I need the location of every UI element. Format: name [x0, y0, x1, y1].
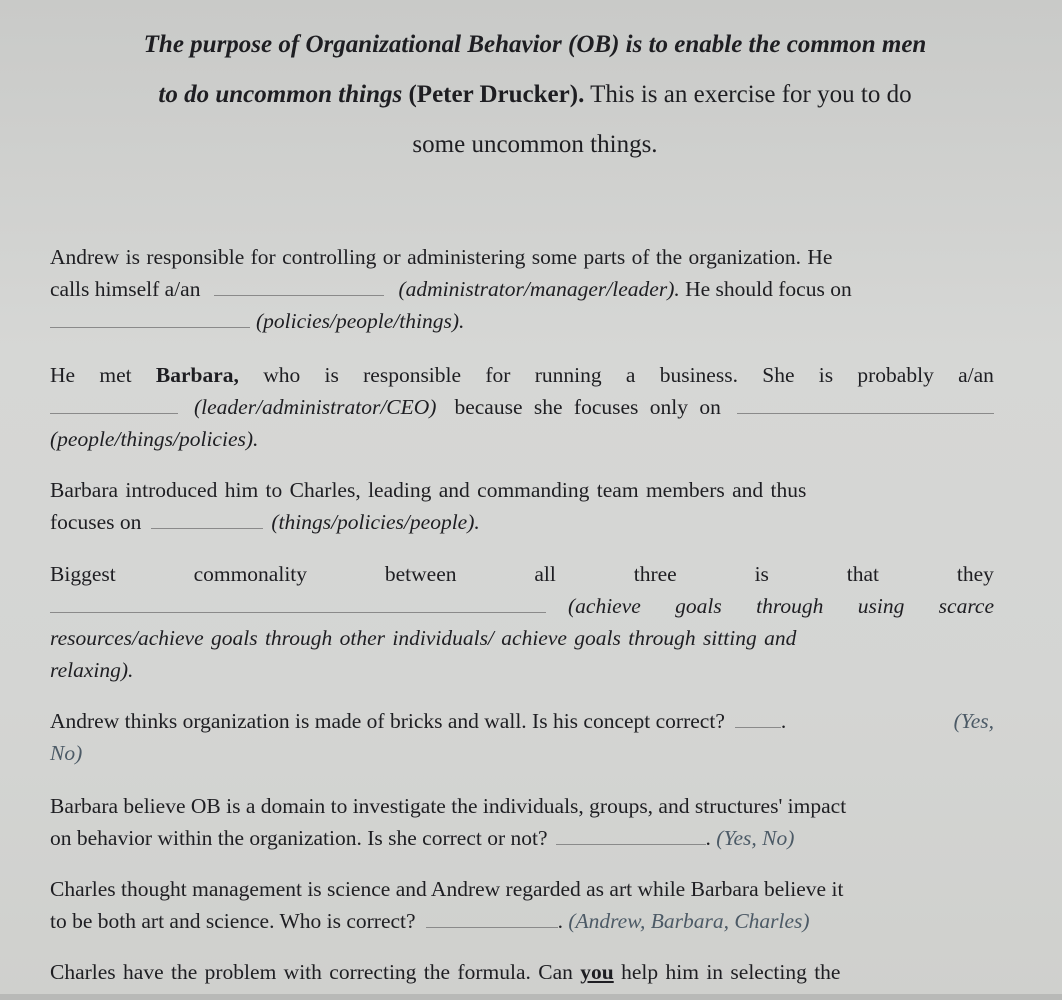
p2-word: met — [99, 363, 132, 387]
answer-blank-focus[interactable] — [50, 307, 250, 328]
question-andrew-role — [50, 241, 994, 337]
answer-blank-ob-domain[interactable] — [556, 824, 706, 845]
p2-word-barbara: Barbara, — [155, 363, 239, 387]
p1-line-2-start: calls himself a/an — [50, 277, 201, 301]
p8-line-1-end: help him in selecting the — [613, 960, 841, 984]
p3-line-1 — [50, 474, 994, 506]
p2-word: probably — [857, 363, 934, 387]
heading-line-1: The purpose of Organizational Behavior (OB) is to enable the common men — [143, 31, 927, 58]
p8-line-1 — [50, 956, 994, 988]
p1-line-3 — [50, 305, 994, 337]
p2-word: running — [534, 363, 602, 387]
p2-word: is — [324, 363, 339, 387]
p6-line-1 — [50, 790, 994, 822]
answer-blank-role[interactable] — [214, 275, 384, 296]
p6-line-2 — [50, 822, 994, 854]
p5-line-1 — [50, 705, 994, 737]
answer-blank-barbara-role[interactable] — [50, 393, 178, 414]
question-charles-focus — [50, 474, 994, 538]
p4-options-line-2: resources/achieve goals through other individuals/ achieve goals through sitting and — [50, 626, 797, 650]
p7-dot: . — [557, 909, 563, 933]
p7-line-2 — [50, 905, 994, 937]
p4-line-1 — [50, 558, 994, 590]
p2-word: is — [818, 363, 834, 387]
answer-blank-art-science[interactable] — [426, 907, 558, 928]
p4-word: commonality — [193, 562, 308, 586]
p5-options-end: No) — [50, 741, 83, 765]
p4-word: all — [534, 562, 556, 586]
p4-line-2 — [50, 590, 994, 622]
heading-line-2-rest: This is an exercise for you to do — [584, 81, 912, 108]
question-art-science — [50, 873, 994, 937]
p4-word: between — [384, 562, 457, 586]
p1-line-1-text: Andrew is responsible for controlling or administering some parts of the organization. He — [50, 245, 833, 269]
p2-word: business. — [659, 363, 738, 387]
question-ob-domain — [50, 790, 994, 854]
p8-underlined-you: you — [580, 960, 614, 984]
answer-blank-concept[interactable] — [735, 707, 781, 728]
worksheet-heading — [40, 20, 1030, 170]
p2-role-options: (leader/administrator/CEO) — [194, 395, 437, 419]
p2-word: She — [762, 363, 795, 387]
p2-word: He — [50, 363, 76, 387]
p6-options: (Yes, No) — [716, 826, 795, 850]
p4-word: that — [846, 562, 880, 586]
question-andrew-concept — [50, 705, 994, 769]
p5-line-1-start: Andrew thinks organization is made of bricks and wall. Is his concept correct? — [50, 709, 725, 733]
p6-line-1-text: Barbara believe OB is a domain to investigate the individuals, groups, and structures' impact — [50, 794, 847, 818]
answer-blank-charles-focus[interactable] — [151, 508, 263, 529]
p7-options: (Andrew, Barbara, Charles) — [568, 909, 810, 933]
p2-line-3 — [50, 423, 994, 455]
p1-focus-options: (policies/people/things). — [256, 309, 465, 333]
question-formula — [50, 956, 994, 988]
p1-line-2 — [50, 273, 994, 305]
p4-word: they — [956, 562, 994, 586]
p8-line-1-text — [50, 956, 840, 988]
question-barbara-role — [50, 359, 994, 455]
p6-line-2-start: on behavior within the organization. Is she correct or not? — [50, 826, 548, 850]
p4-word: Biggest — [50, 562, 116, 586]
p2-word: a/an — [958, 363, 994, 387]
p7-line-1-text: Charles thought management is science and Andrew regarded as art while Barbara believe it — [50, 877, 844, 901]
p5-options: (Yes, — [953, 709, 994, 733]
p2-line-2-end: because she focuses only on — [454, 395, 721, 419]
p4-options-line-1: (achieve goals through using scarce — [568, 594, 994, 618]
p4-line-3 — [50, 622, 994, 654]
p8-line-1-start: Charles have the problem with correcting the formula. Can — [50, 960, 581, 984]
p4-word: is — [754, 562, 769, 586]
heading-line-2-attribution: (Peter Drucker). — [408, 81, 585, 108]
p1-line-2-end: He should focus on — [679, 277, 852, 301]
heading-line-3: some uncommon things. — [412, 131, 658, 158]
heading-line-2-italic: to do uncommon things — [158, 81, 403, 108]
heading-line-2 — [40, 70, 1030, 120]
p5-dot: . — [780, 709, 787, 733]
p2-word: responsible — [363, 363, 462, 387]
answer-blank-barbara-focus[interactable] — [737, 393, 994, 414]
p2-word: a — [625, 363, 636, 387]
question-commonality — [50, 558, 994, 686]
p1-line-1 — [50, 241, 994, 273]
p3-focus-options: (things/policies/people). — [271, 510, 480, 534]
p2-line-1 — [50, 359, 994, 391]
p2-line-2 — [50, 391, 994, 423]
page-bottom-edge — [0, 994, 1062, 1000]
answer-blank-commonality[interactable] — [50, 592, 546, 613]
p2-word: who — [263, 363, 301, 387]
p6-dot: . — [705, 826, 711, 850]
p4-word: three — [633, 562, 677, 586]
p2-word: for — [485, 363, 511, 387]
p3-line-2-start: focuses on — [50, 510, 142, 534]
p4-options-line-3: relaxing). — [50, 658, 134, 682]
p5-line-2 — [50, 737, 994, 769]
p2-focus-options: (people/things/policies). — [50, 427, 259, 451]
p1-role-options: (administrator/manager/leader). — [398, 277, 680, 301]
p3-line-1-text: Barbara introduced him to Charles, leading and commanding team members and thus — [50, 478, 807, 502]
p7-line-2-start: to be both art and science. Who is correct? — [50, 909, 416, 933]
p4-line-4 — [50, 654, 994, 686]
p3-line-2 — [50, 506, 994, 538]
p7-line-1 — [50, 873, 994, 905]
